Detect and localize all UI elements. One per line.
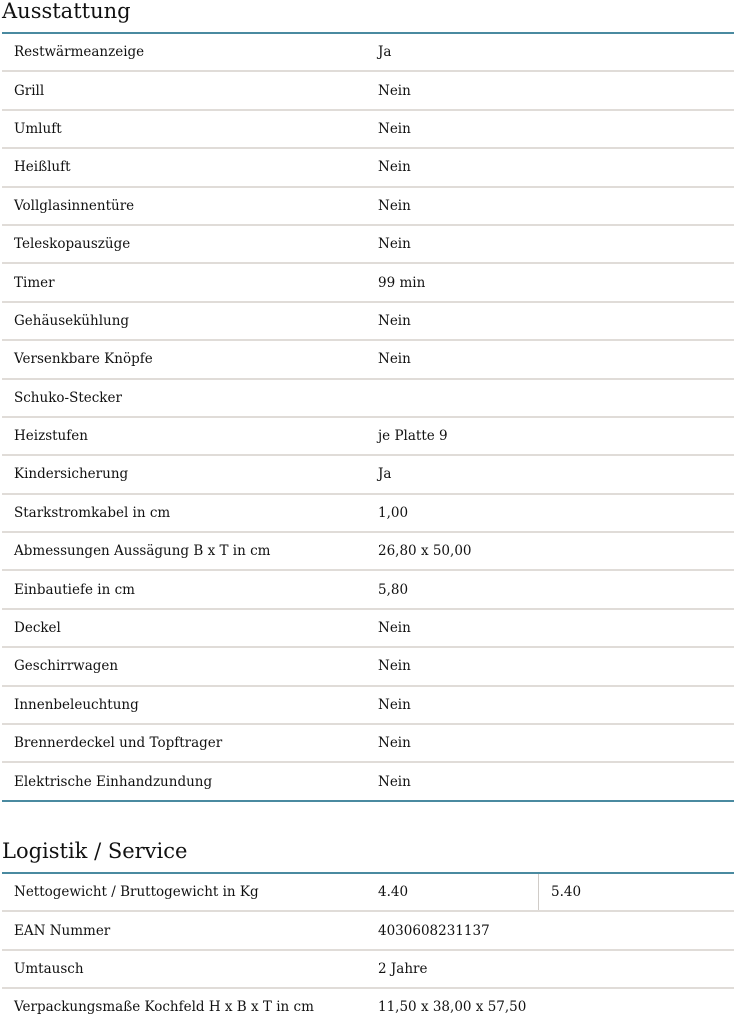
- table-row: [2, 225, 734, 263]
- row-value: 26,80 x 50,00: [366, 532, 734, 570]
- row-value: Ja: [366, 455, 734, 493]
- table-row: [2, 187, 734, 225]
- row-label: Umluft: [2, 110, 366, 148]
- row-value: Nein: [366, 724, 734, 762]
- row-value: 11,50 x 38,00 x 57,50: [366, 988, 734, 1025]
- table-row: [2, 110, 734, 148]
- table-row: [2, 263, 734, 301]
- row-label: Heißluft: [2, 148, 366, 186]
- row-value: Nein: [366, 302, 734, 340]
- row-value: Nein: [366, 762, 734, 800]
- table-row: [2, 379, 734, 417]
- row-value: 5,80: [366, 570, 734, 608]
- table-row: [2, 762, 734, 800]
- row-value: Ja: [366, 33, 734, 71]
- row-label: Grill: [2, 71, 366, 109]
- table-row: [2, 340, 734, 378]
- row-label: Teleskopauszüge: [2, 225, 366, 263]
- table-row: [2, 494, 734, 532]
- net-weight-value: 4.40: [366, 873, 539, 911]
- table-row: [2, 33, 734, 71]
- row-label: Vollglasinnentüre: [2, 187, 366, 225]
- ausstattung-table: [2, 32, 734, 802]
- logistik-table: [2, 872, 734, 1026]
- row-value: Nein: [366, 340, 734, 378]
- row-value: Nein: [366, 148, 734, 186]
- table-row: [2, 532, 734, 570]
- gross-weight-value: 5.40: [539, 873, 734, 911]
- table-row: [2, 455, 734, 493]
- row-value: 99 min: [366, 263, 734, 301]
- row-value: Nein: [366, 187, 734, 225]
- table-row: [2, 609, 734, 647]
- row-value: [366, 379, 734, 417]
- row-label: Einbautiefe in cm: [2, 570, 366, 608]
- row-value: Nein: [366, 71, 734, 109]
- row-value: je Platte 9: [366, 417, 734, 455]
- row-value: 4030608231137: [366, 911, 734, 949]
- table-row: [2, 873, 734, 911]
- table-row: [2, 724, 734, 762]
- row-label: Schuko-Stecker: [2, 379, 366, 417]
- table-row: [2, 686, 734, 724]
- row-label: Innenbeleuchtung: [2, 686, 366, 724]
- row-label: Starkstromkabel in cm: [2, 494, 366, 532]
- row-value: Nein: [366, 609, 734, 647]
- row-value: Nein: [366, 110, 734, 148]
- table-row: [2, 302, 734, 340]
- row-value: 2 Jahre: [366, 950, 734, 988]
- row-label: Elektrische Einhandzundung: [2, 762, 366, 800]
- row-label: Geschirrwagen: [2, 647, 366, 685]
- row-label: Brennerdeckel und Topftrager: [2, 724, 366, 762]
- section-title-logistik: Logistik / Service: [2, 838, 187, 864]
- table-row: [2, 71, 734, 109]
- row-label: Abmessungen Aussägung B x T in cm: [2, 532, 366, 570]
- row-label: Nettogewicht / Bruttogewicht in Kg: [2, 873, 366, 911]
- row-value: Nein: [366, 647, 734, 685]
- table-row: [2, 950, 734, 988]
- section-title-ausstattung: Ausstattung: [2, 0, 131, 24]
- table-row: [2, 417, 734, 455]
- row-value: 1,00: [366, 494, 734, 532]
- row-label: Umtausch: [2, 950, 366, 988]
- table-row: [2, 988, 734, 1025]
- row-label: Versenkbare Knöpfe: [2, 340, 366, 378]
- table-row: [2, 570, 734, 608]
- table-row: [2, 647, 734, 685]
- row-label: Heizstufen: [2, 417, 366, 455]
- row-label: Restwärmeanzeige: [2, 33, 366, 71]
- row-value: Nein: [366, 225, 734, 263]
- row-value: Nein: [366, 686, 734, 724]
- row-label: Timer: [2, 263, 366, 301]
- table-row: [2, 911, 734, 949]
- row-label: Deckel: [2, 609, 366, 647]
- row-label: EAN Nummer: [2, 911, 366, 949]
- table-row: [2, 148, 734, 186]
- row-label: Verpackungsmaße Kochfeld H x B x T in cm: [2, 988, 366, 1025]
- row-label: Gehäusekühlung: [2, 302, 366, 340]
- row-label: Kindersicherung: [2, 455, 366, 493]
